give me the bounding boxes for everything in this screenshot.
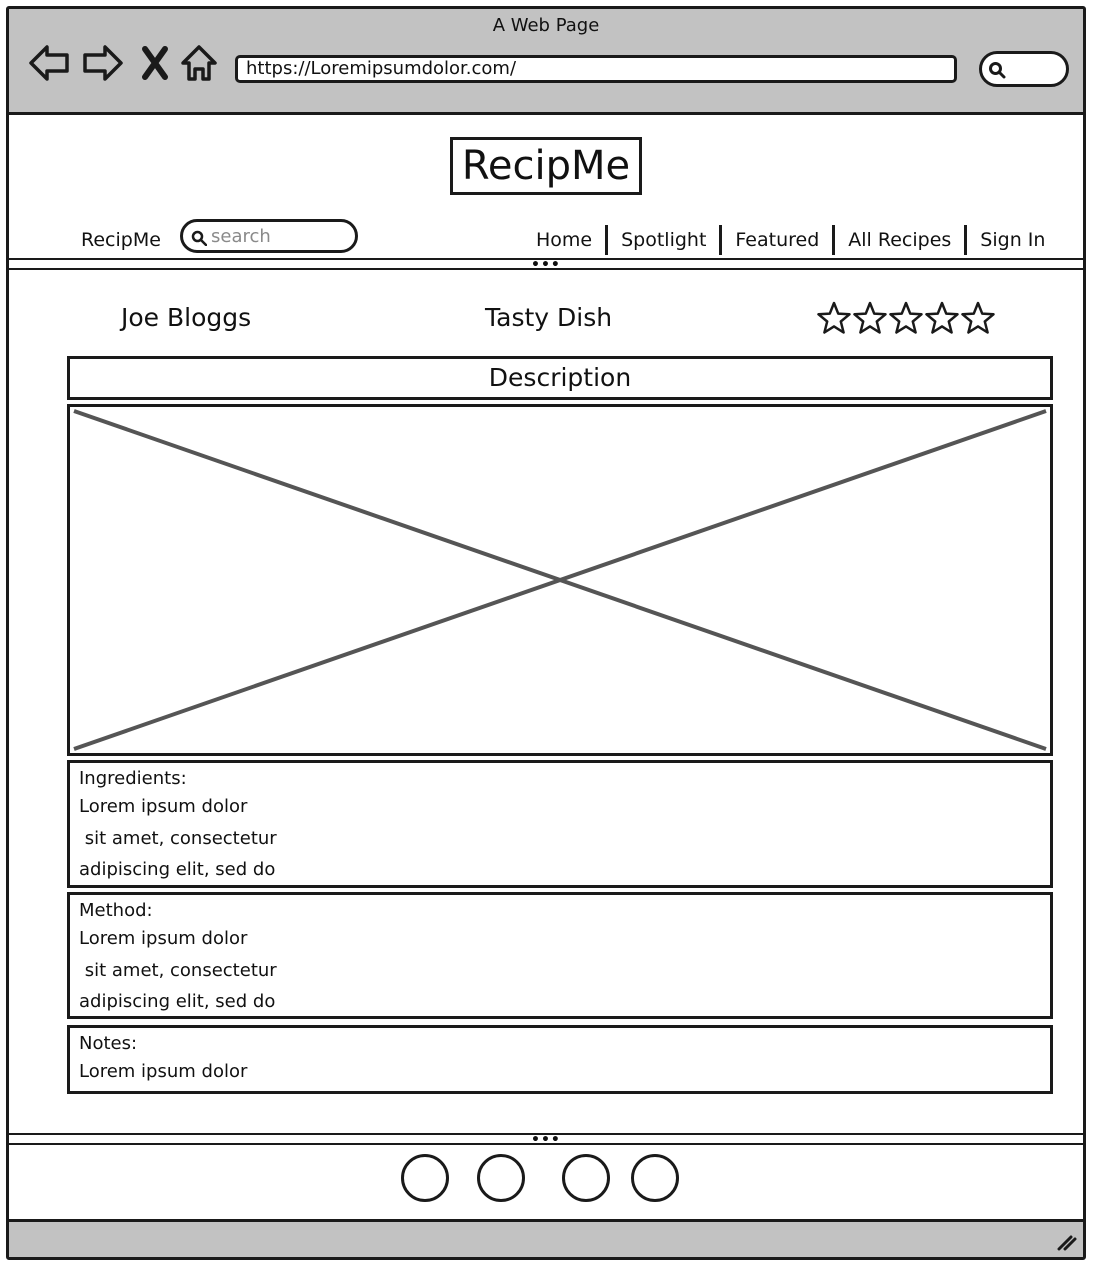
nav-spotlight[interactable]: Spotlight bbox=[605, 225, 719, 255]
brand-name[interactable]: RecipMe bbox=[81, 229, 161, 251]
footer-links bbox=[9, 1154, 1083, 1204]
method-line: sit amet, consectetur bbox=[79, 959, 277, 981]
back-arrow-icon[interactable] bbox=[27, 41, 71, 85]
close-icon[interactable] bbox=[133, 41, 177, 85]
nav-sign-in[interactable]: Sign In bbox=[964, 225, 1058, 255]
resize-grip-icon[interactable] bbox=[1053, 1229, 1077, 1253]
search-input[interactable] bbox=[211, 225, 351, 247]
divider-handle: ••• bbox=[531, 257, 561, 273]
header-divider-bottom bbox=[9, 268, 1083, 270]
footer-social-button[interactable] bbox=[401, 1154, 449, 1202]
window-title: A Web Page bbox=[492, 15, 600, 36]
recipe-image-placeholder bbox=[67, 404, 1053, 756]
browser-toolbar bbox=[9, 9, 1083, 115]
nav-all-recipes[interactable]: All Recipes bbox=[832, 225, 964, 255]
notes-line: Lorem ipsum dolor bbox=[79, 1061, 248, 1082]
ingredients-line: Lorem ipsum dolor bbox=[79, 796, 248, 817]
star-outline-icon[interactable] bbox=[817, 301, 851, 335]
footer-social-button[interactable] bbox=[562, 1154, 610, 1202]
notes-title: Notes: bbox=[79, 1033, 138, 1054]
footer-social-button[interactable] bbox=[477, 1154, 525, 1202]
search-icon bbox=[191, 230, 207, 246]
star-outline-icon[interactable] bbox=[853, 301, 887, 335]
ingredients-line: sit amet, consectetur bbox=[79, 827, 277, 849]
star-outline-icon[interactable] bbox=[961, 301, 995, 335]
ingredients-section bbox=[67, 760, 1053, 888]
forward-arrow-icon[interactable] bbox=[81, 41, 125, 85]
browser-search-field[interactable] bbox=[979, 51, 1069, 87]
method-line: adipiscing elit, sed do bbox=[79, 991, 276, 1012]
divider-handle: ••• bbox=[531, 1132, 561, 1148]
method-line: Lorem ipsum dolor bbox=[79, 928, 248, 949]
nav-featured[interactable]: Featured bbox=[719, 225, 832, 255]
url-input[interactable]: https://Loremipsumdolor.com/ bbox=[235, 55, 957, 83]
ingredients-line: adipiscing elit, sed do bbox=[79, 859, 276, 880]
method-section bbox=[67, 892, 1053, 1019]
search-icon bbox=[988, 61, 1006, 79]
browser-window bbox=[6, 6, 1086, 1260]
rating-stars[interactable] bbox=[817, 301, 995, 335]
main-nav bbox=[523, 225, 1058, 255]
description-heading: Description bbox=[67, 356, 1053, 400]
home-icon[interactable] bbox=[177, 41, 221, 85]
method-title: Method: bbox=[79, 900, 153, 921]
recipe-title: Tasty Dish bbox=[485, 303, 613, 332]
recipe-author[interactable]: Joe Bloggs bbox=[121, 303, 252, 332]
star-outline-icon[interactable] bbox=[925, 301, 959, 335]
site-logo[interactable]: RecipMe bbox=[450, 137, 642, 195]
star-outline-icon[interactable] bbox=[889, 301, 923, 335]
site-search-field[interactable] bbox=[180, 219, 358, 253]
footer-social-button[interactable] bbox=[631, 1154, 679, 1202]
nav-home[interactable]: Home bbox=[536, 229, 593, 251]
status-bar bbox=[9, 1219, 1083, 1257]
footer-divider-bottom bbox=[9, 1143, 1083, 1145]
notes-section bbox=[67, 1025, 1053, 1094]
ingredients-title: Ingredients: bbox=[79, 768, 187, 789]
